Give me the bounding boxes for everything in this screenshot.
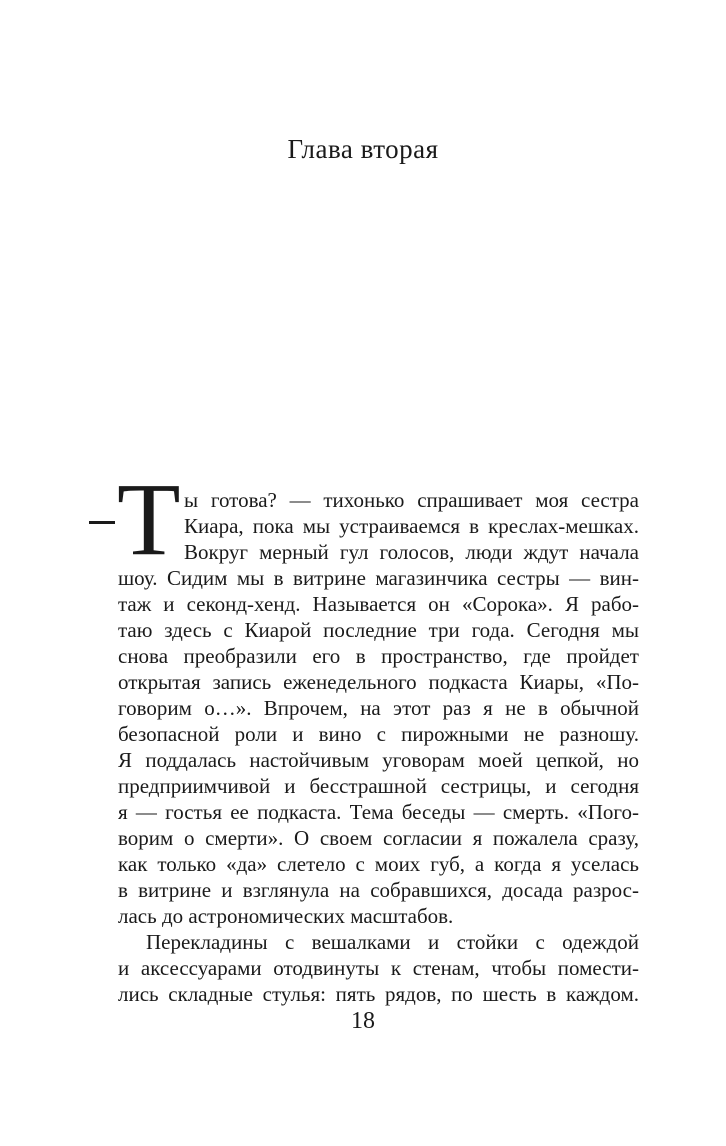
text-line: шоу. Сидим мы в витрине магазинчика сестры — вин- bbox=[118, 566, 639, 590]
text-line: лась до астрономических масштабов. bbox=[118, 904, 454, 928]
page-number: 18 bbox=[351, 1008, 375, 1034]
text-line: ворим о смерти». О своем согласии я пожалела сразу, bbox=[118, 826, 639, 850]
text-line: таж и секонд-хенд. Называется он «Сорока». Я рабо- bbox=[118, 592, 639, 616]
text-line: говорим о…». Впрочем, на этот раз я не в обычной bbox=[118, 696, 639, 720]
text-line: Я поддалась настойчивым уговорам моей цепкой, но bbox=[118, 748, 639, 772]
text-line: таю здесь с Киарой последние три года. Сегодня мы bbox=[118, 618, 639, 642]
text-line: и аксессуарами отодвинуты к стенам, чтобы помести- bbox=[118, 956, 639, 980]
text-line: как только «да» слетело с моих губ, а когда я уселась bbox=[118, 852, 639, 876]
text-line: открытая запись еженедельного подкаста Киары, «По- bbox=[118, 670, 639, 694]
dialogue-dash bbox=[89, 521, 115, 524]
text-line: лись складные стулья: пять рядов, по шесть в каждом. bbox=[118, 982, 639, 1006]
text-line: я — гостья ее подкаста. Тема беседы — смерть. «Пого- bbox=[118, 800, 639, 824]
text-line: ы готова? — тихонько спрашивает моя сестра bbox=[184, 488, 639, 512]
text-line: снова преобразили его в пространство, где пройдет bbox=[118, 644, 639, 668]
text-line: Киара, пока мы устраиваемся в креслах-мешках. bbox=[184, 514, 639, 538]
drop-cap-letter: Т bbox=[117, 462, 181, 577]
text-line: Вокруг мерный гул голосов, люди ждут начала bbox=[184, 540, 639, 564]
chapter-title: Глава вторая bbox=[287, 134, 439, 164]
text-line: предприимчивой и бесстрашной сестрицы, и сегодня bbox=[118, 774, 639, 798]
text-line: Перекладины с вешалками и стойки с одеждой bbox=[146, 930, 639, 954]
text-line: в витрине и взглянула на собравшихся, досада разрос- bbox=[118, 878, 639, 902]
text-line: безопасной роли и вино с пирожными не разношу. bbox=[118, 722, 639, 746]
